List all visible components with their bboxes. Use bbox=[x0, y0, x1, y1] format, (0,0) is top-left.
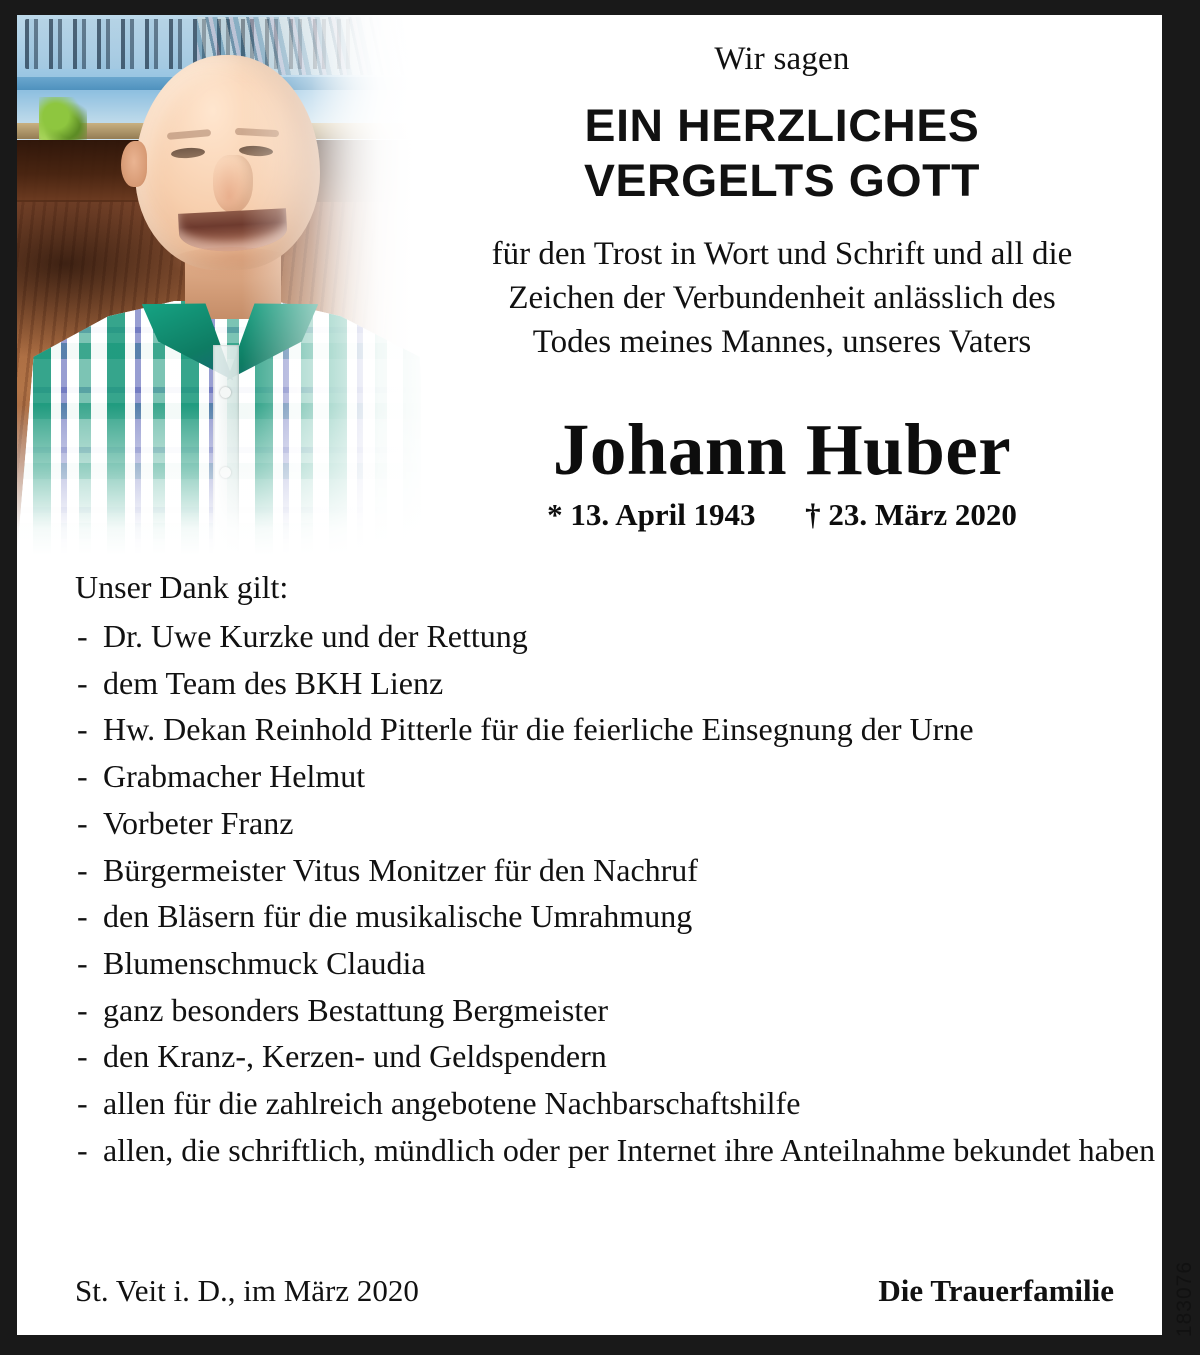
bullet-dash: - bbox=[77, 804, 88, 841]
reference-number: 183076 bbox=[1173, 1260, 1196, 1337]
list-item bbox=[75, 847, 1160, 894]
list-item bbox=[75, 1127, 1160, 1174]
bullet-dash: - bbox=[77, 851, 88, 888]
birth-date: 13. April 1943 bbox=[570, 497, 756, 533]
deceased-block bbox=[417, 409, 1147, 533]
bullet-dash: - bbox=[77, 664, 88, 701]
bullet-dash: - bbox=[77, 758, 88, 795]
bullet-dash: - bbox=[77, 991, 88, 1028]
list-item-label: Bürgermeister Vitus Monitzer für den Nachruf bbox=[103, 851, 698, 888]
photo-fade-bottom bbox=[17, 405, 432, 555]
bullet-dash: - bbox=[77, 711, 88, 748]
gratitude-line-3: Todes meines Mannes, unseres Vaters bbox=[532, 323, 1032, 360]
list-item bbox=[75, 613, 1160, 660]
bullet-dash: - bbox=[77, 898, 88, 935]
intro-line: Wir sagen bbox=[714, 41, 850, 77]
list-item-label: den Bläsern für die musikalische Umrahmung bbox=[103, 898, 693, 935]
signature: Die Trauerfamilie bbox=[878, 1273, 1114, 1308]
list-item-label: dem Team des BKH Lienz bbox=[103, 664, 444, 701]
birth-star-icon: * bbox=[547, 497, 563, 533]
list-item-label: Hw. Dekan Reinhold Pitterle für die feierliche Einsegnung der Urne bbox=[103, 711, 974, 748]
shirt-button bbox=[220, 387, 231, 398]
place-and-date: St. Veit i. D., im März 2020 bbox=[75, 1273, 419, 1308]
bullet-dash: - bbox=[77, 618, 88, 654]
headline-line-1: EIN HERZLICHES bbox=[584, 100, 980, 152]
list-item-label: Blumenschmuck Claudia bbox=[103, 945, 426, 982]
photo-canvas bbox=[17, 15, 432, 555]
list-item bbox=[75, 940, 1160, 987]
bullet-dash: - bbox=[77, 945, 88, 982]
list-item-label: allen für die zahlreich angebotene Nachbarschaftshilfe bbox=[103, 1085, 801, 1122]
list-item bbox=[75, 1033, 1160, 1080]
list-item-label: Vorbeter Franz bbox=[103, 804, 294, 841]
cross-icon: † bbox=[805, 497, 821, 533]
life-dates bbox=[417, 497, 1147, 533]
gratitude-paragraph bbox=[417, 233, 1147, 365]
list-item bbox=[75, 893, 1160, 940]
thanks-heading: Unser Dank gilt: bbox=[75, 569, 289, 605]
list-item-label: allen, die schriftlich, mündlich oder per Internet ihre Anteilnahme bekundet haben bbox=[103, 1131, 1156, 1168]
list-item-label: Grabmacher Helmut bbox=[103, 758, 366, 795]
list-item bbox=[75, 660, 1160, 707]
notice-header bbox=[417, 41, 1147, 365]
list-item-label: Dr. Uwe Kurzke und der Rettung bbox=[103, 618, 528, 654]
bullet-dash: - bbox=[77, 1085, 88, 1122]
gratitude-line-2: Zeichen der Verbundenheit anlässlich des bbox=[508, 279, 1056, 316]
ear bbox=[121, 141, 147, 187]
list-item bbox=[75, 800, 1160, 847]
gratitude-line-1: für den Trost in Wort und Schrift und all die bbox=[491, 236, 1073, 273]
bullet-dash: - bbox=[77, 1038, 88, 1075]
notice-card bbox=[17, 15, 1162, 1335]
list-item bbox=[75, 1080, 1160, 1127]
list-item-label: ganz besonders Bestattung Bergmeister bbox=[103, 991, 609, 1028]
death-date: 23. März 2020 bbox=[828, 497, 1017, 533]
plant-foliage bbox=[39, 97, 87, 145]
thanks-list bbox=[75, 613, 1160, 1174]
list-item bbox=[75, 987, 1160, 1034]
headline-line-2: VERGELTS GOTT bbox=[583, 155, 981, 207]
deceased-name: Johann Huber bbox=[552, 409, 1012, 490]
thanks-section bbox=[75, 567, 1160, 1174]
headline bbox=[406, 99, 1158, 209]
bullet-dash: - bbox=[77, 1131, 88, 1168]
portrait-photo bbox=[17, 15, 432, 555]
list-item bbox=[75, 706, 1160, 753]
notice-footer bbox=[75, 1273, 1114, 1309]
list-item bbox=[75, 753, 1160, 800]
list-item-label: den Kranz-, Kerzen- und Geldspendern bbox=[103, 1038, 607, 1075]
